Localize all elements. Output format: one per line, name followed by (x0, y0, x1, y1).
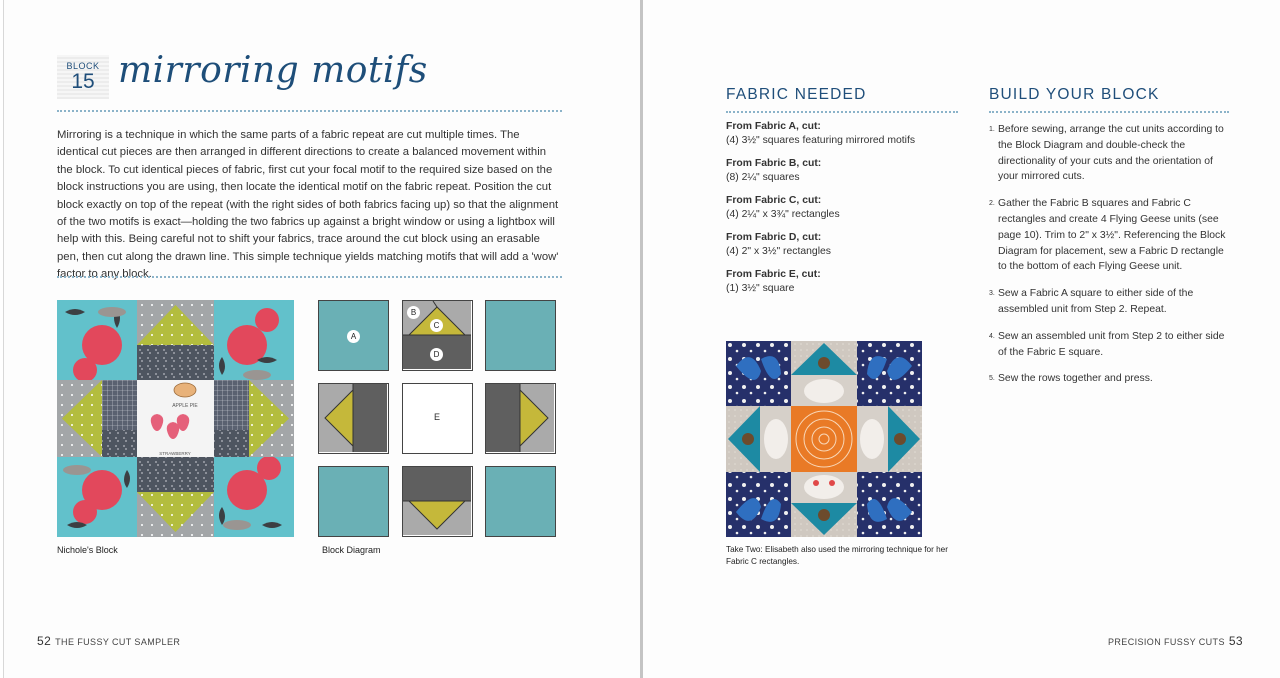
fabric-item: From Fabric B, cut: (8) 2¼" squares (726, 158, 822, 183)
diagram-caption: Block Diagram (322, 545, 381, 555)
label-b: B (407, 306, 420, 319)
fabric-item: From Fabric E, cut: (1) 3½" square (726, 269, 821, 294)
label-e: E (434, 412, 441, 422)
book-title: THE FUSSY CUT SAMPLER (55, 637, 181, 647)
intro-divider (57, 276, 562, 278)
diagram-cell-a-top-right (485, 300, 556, 371)
diagram-cell-flying-geese-bottom (402, 466, 473, 537)
title-divider (57, 110, 562, 112)
diagram-cell-flying-geese-top (402, 300, 473, 371)
fabric-needed-heading: FABRIC NEEDED (726, 86, 867, 103)
svg-text:STRAWBERRY: STRAWBERRY (159, 451, 191, 456)
right-folio (1108, 634, 1247, 648)
diagram-cell-a-bottom-left (318, 466, 389, 537)
block-diagram (318, 300, 558, 540)
fabric-item: From Fabric D, cut: (4) 2" x 3½" rectangles (726, 232, 831, 257)
step-item: 2. Gather the Fabric B squares and Fabric C rectangles and create 4 Flying Geese units (see page 10). Trim to 2" x 3½". Referencing the Block Diagram for placement, sew a Fabric D rectangle to the bottom of each Flying Geese unit. (989, 198, 1226, 273)
diagram-cell-flying-geese-left (318, 383, 389, 454)
photo-caption: Nichole's Block (57, 545, 118, 555)
step-item: 3. Sew a Fabric A square to either side of the assembled unit from Step 2. Repeat. (989, 288, 1194, 315)
quilt-block-image (726, 341, 922, 537)
fabric-item: From Fabric A, cut: (4) 3½" squares featuring mirrored motifs (726, 121, 916, 146)
diagram-cell-e-center (402, 383, 473, 454)
quilt-block-image (57, 300, 294, 537)
step-item: 1. Before sewing, arrange the cut units according to the Block Diagram and double-check the directionality of your cuts and the orientation of your mirrored cuts. (989, 124, 1224, 183)
section-title: PRECISION FUSSY CUTS (1108, 637, 1225, 647)
left-folio (37, 634, 180, 648)
fabric-item: From Fabric C, cut: (4) 2¼" x 3¾" rectangles (726, 195, 840, 220)
build-divider (989, 111, 1229, 113)
build-steps (989, 122, 1231, 398)
page-title: mirroring motifs (118, 50, 428, 91)
label-d: D (430, 348, 443, 361)
diagram-cell-flying-geese-right (485, 383, 556, 454)
build-your-block-heading: BUILD YOUR BLOCK (989, 86, 1160, 103)
label-c: C (430, 319, 443, 332)
block-label: BLOCK (66, 61, 100, 71)
intro-paragraph: Mirroring is a technique in which the same parts of a fabric repeat are cut multiple times. The identical cut pieces are then arranged in different directions to create a balanced movement within the block. To cut identical pieces of fabric, first cut your focal motif to the required size based on the block instructions you are using, then locate the identical motif on the fabric repeat. Position the cut block exactly on top of the repeat (with the right sides of both fabrics facing up) so that the alignment of the two motifs is exact—holding the two fabrics up against a bright window or using a lightbox will help with this. Being careful not to shift your fabrics, trace around the cut block using an erasable pen, then cut along the drawn line. This simple technique yields matching motifs that will add a 'wow' factor to any block. (57, 129, 559, 281)
step-item: 5. Sew the rows together and press. (989, 373, 1153, 385)
elisabeths-block-photo (726, 341, 922, 537)
page-number-left: 52 (37, 634, 52, 648)
fabric-list (726, 120, 956, 305)
take-two-caption: Take Two: Elisabeth also used the mirroring technique for her Fabric C rectangles. (726, 545, 948, 566)
label-a: A (347, 330, 360, 343)
page-number-right: 53 (1228, 634, 1244, 648)
block-number: 15 (71, 70, 95, 93)
fabric-divider (726, 111, 958, 113)
diagram-cell-a-top-left (318, 300, 389, 371)
svg-text:APPLE PIE: APPLE PIE (172, 403, 198, 409)
block-number-badge (57, 55, 109, 99)
step-item: 4. Sew an assembled unit from Step 2 to either side of the Fabric E square. (989, 330, 1225, 358)
diagram-cell-a-bottom-right (485, 466, 556, 537)
nicholes-block-photo (57, 300, 294, 537)
